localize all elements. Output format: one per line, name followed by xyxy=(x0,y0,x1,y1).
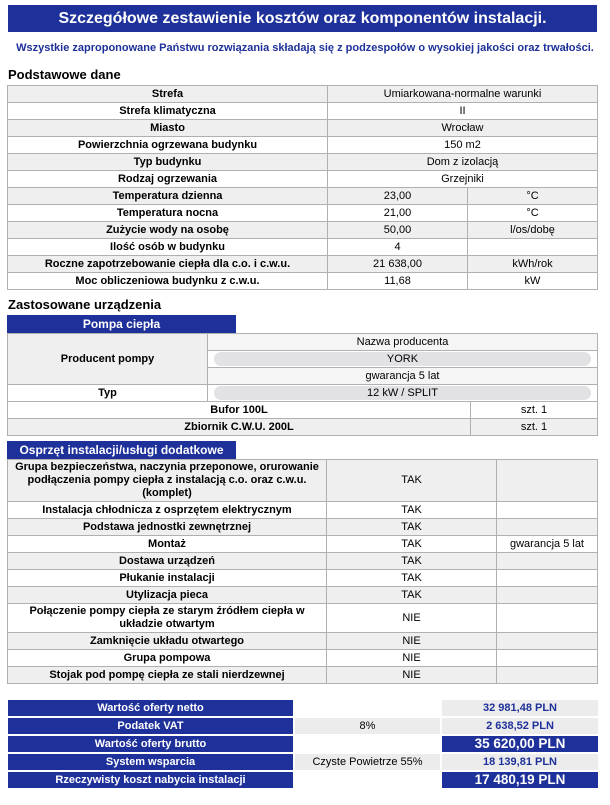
row-label: Strefa xyxy=(8,86,328,103)
summary-detail: 8% xyxy=(295,718,440,734)
row-note xyxy=(497,587,598,604)
row-value: TAK xyxy=(327,570,497,587)
summary-row xyxy=(8,700,598,716)
row-note xyxy=(497,460,598,502)
row-note xyxy=(497,604,598,633)
device-item-name: Bufor 100L xyxy=(8,402,471,419)
table-row xyxy=(8,650,598,667)
row-value: TAK xyxy=(327,502,497,519)
summary-detail: Czyste Powietrze 55% xyxy=(295,754,440,770)
row-unit: °C xyxy=(468,188,598,205)
row-unit: kWh/rok xyxy=(468,256,598,273)
row-value: Umiarkowana-normalne warunki xyxy=(328,86,598,103)
table-row xyxy=(8,570,598,587)
summary-detail xyxy=(295,736,440,752)
row-value: TAK xyxy=(327,553,497,570)
summary-label: Rzeczywisty koszt nabycia instalacji xyxy=(8,772,293,788)
table-row xyxy=(8,188,598,205)
row-value: 4 xyxy=(328,239,468,256)
type-value-pill: 12 kW / SPLIT xyxy=(214,386,591,400)
summary-value: 2 638,52 PLN xyxy=(442,718,598,734)
summary-value-highlight: 35 620,00 PLN xyxy=(442,736,598,752)
row-label: Podstawa jednostki zewnętrznej xyxy=(8,519,327,536)
row-label: Roczne zapotrzebowanie ciepła dla c.o. i c.w.u. xyxy=(8,256,328,273)
table-row xyxy=(8,86,598,103)
producer-name-caption: Nazwa producenta xyxy=(208,334,598,351)
summary-detail xyxy=(295,772,440,788)
row-note: gwarancja 5 lat xyxy=(497,536,598,553)
row-label: Utylizacja pieca xyxy=(8,587,327,604)
row-value: TAK xyxy=(327,519,497,536)
cost-summary-table xyxy=(6,698,600,790)
row-value: NIE xyxy=(327,633,497,650)
row-unit: l/os/dobę xyxy=(468,222,598,239)
row-value: Grzejniki xyxy=(328,171,598,188)
row-value: 23,00 xyxy=(328,188,468,205)
row-label: Powierzchnia ogrzewana budynku xyxy=(8,137,328,154)
table-row xyxy=(8,460,598,502)
table-row xyxy=(8,334,598,351)
summary-row xyxy=(8,718,598,734)
summary-value-highlight: 17 480,19 PLN xyxy=(442,772,598,788)
table-row xyxy=(8,239,598,256)
row-label: Strefa klimatyczna xyxy=(8,103,328,120)
table-row xyxy=(8,536,598,553)
table-row xyxy=(8,120,598,137)
heat-pump-header: Pompa ciepła xyxy=(7,315,236,333)
row-label: Temperatura nocna xyxy=(8,205,328,222)
summary-detail xyxy=(295,700,440,716)
table-row xyxy=(8,222,598,239)
summary-row xyxy=(8,754,598,770)
device-item-qty: szt. 1 xyxy=(471,419,598,436)
table-row xyxy=(8,419,598,436)
row-label: Grupa bezpieczeństwa, naczynia przeponowe, orurowanie podłączenia pompy ciepła z instalacją c.o. oraz c.w.u. (komplet) xyxy=(8,460,327,502)
table-row xyxy=(8,633,598,650)
row-unit: °C xyxy=(468,205,598,222)
row-label: Stojak pod pompę ciepła ze stali nierdzewnej xyxy=(8,667,327,684)
producer-warranty: gwarancja 5 lat xyxy=(208,368,598,385)
row-note xyxy=(497,570,598,587)
table-row xyxy=(8,137,598,154)
row-label: Moc obliczeniowa budynku z c.w.u. xyxy=(8,273,328,290)
row-label: Dostawa urządzeń xyxy=(8,553,327,570)
table-row xyxy=(8,205,598,222)
table-row xyxy=(8,402,598,419)
table-row xyxy=(8,256,598,273)
summary-label: Podatek VAT xyxy=(8,718,293,734)
summary-label: Wartość oferty brutto xyxy=(8,736,293,752)
row-label: Zużycie wody na osobę xyxy=(8,222,328,239)
row-label: Ilość osób w budynku xyxy=(8,239,328,256)
row-label: Montaż xyxy=(8,536,327,553)
table-row xyxy=(8,667,598,684)
type-value-cell xyxy=(208,385,598,402)
row-value: TAK xyxy=(327,587,497,604)
summary-value: 18 139,81 PLN xyxy=(442,754,598,770)
producer-label: Producent pompy xyxy=(8,334,208,385)
row-label: Grupa pompowa xyxy=(8,650,327,667)
row-note xyxy=(497,502,598,519)
accessories-table xyxy=(7,459,598,684)
section-heading-basic-data: Podstawowe dane xyxy=(8,67,121,82)
row-value: NIE xyxy=(327,604,497,633)
table-row xyxy=(8,273,598,290)
row-label: Temperatura dzienna xyxy=(8,188,328,205)
row-label: Instalacja chłodnicza z osprzętem elektrycznym xyxy=(8,502,327,519)
row-value: 21 638,00 xyxy=(328,256,468,273)
row-value: 11,68 xyxy=(328,273,468,290)
producer-name-cell xyxy=(208,351,598,368)
row-value: Dom z izolacją xyxy=(328,154,598,171)
table-row xyxy=(8,502,598,519)
row-value: NIE xyxy=(327,667,497,684)
row-value: 21,00 xyxy=(328,205,468,222)
table-row xyxy=(8,154,598,171)
row-note xyxy=(497,553,598,570)
table-row xyxy=(8,553,598,570)
summary-row xyxy=(8,736,598,752)
producer-name-pill: YORK xyxy=(214,352,591,366)
summary-row xyxy=(8,772,598,788)
summary-label: Wartość oferty netto xyxy=(8,700,293,716)
page-subtitle: Wszystkie zaproponowane Państwu rozwiązania składają się z podzespołów o wysokiej jakości oraz trwałości. xyxy=(16,42,594,54)
accessories-header: Osprzęt instalacji/usługi dodatkowe xyxy=(7,441,236,459)
row-value: II xyxy=(328,103,598,120)
device-item-name: Zbiornik C.W.U. 200L xyxy=(8,419,471,436)
summary-label: System wsparcia xyxy=(8,754,293,770)
table-row xyxy=(8,171,598,188)
device-item-qty: szt. 1 xyxy=(471,402,598,419)
type-label: Typ xyxy=(8,385,208,402)
row-unit xyxy=(468,239,598,256)
summary-value: 32 981,48 PLN xyxy=(442,700,598,716)
row-value: Wrocław xyxy=(328,120,598,137)
heat-pump-table xyxy=(7,333,598,436)
page-title: Szczegółowe zestawienie kosztów oraz komponentów instalacji. xyxy=(8,5,597,32)
table-row xyxy=(8,385,598,402)
row-note xyxy=(497,667,598,684)
row-note xyxy=(497,519,598,536)
row-value: TAK xyxy=(327,536,497,553)
row-value: NIE xyxy=(327,650,497,667)
table-row xyxy=(8,103,598,120)
table-row xyxy=(8,604,598,633)
row-value: TAK xyxy=(327,460,497,502)
table-row xyxy=(8,587,598,604)
row-label: Rodzaj ogrzewania xyxy=(8,171,328,188)
row-value: 50,00 xyxy=(328,222,468,239)
row-label: Płukanie instalacji xyxy=(8,570,327,587)
row-note xyxy=(497,633,598,650)
row-value: 150 m2 xyxy=(328,137,598,154)
row-unit: kW xyxy=(468,273,598,290)
section-heading-devices: Zastosowane urządzenia xyxy=(8,297,162,312)
row-label: Miasto xyxy=(8,120,328,137)
basic-data-table xyxy=(7,85,598,290)
row-note xyxy=(497,650,598,667)
row-label: Typ budynku xyxy=(8,154,328,171)
row-label: Połączenie pompy ciepła ze starym źródłem ciepła w układzie otwartym xyxy=(8,604,327,633)
table-row xyxy=(8,519,598,536)
row-label: Zamknięcie układu otwartego xyxy=(8,633,327,650)
